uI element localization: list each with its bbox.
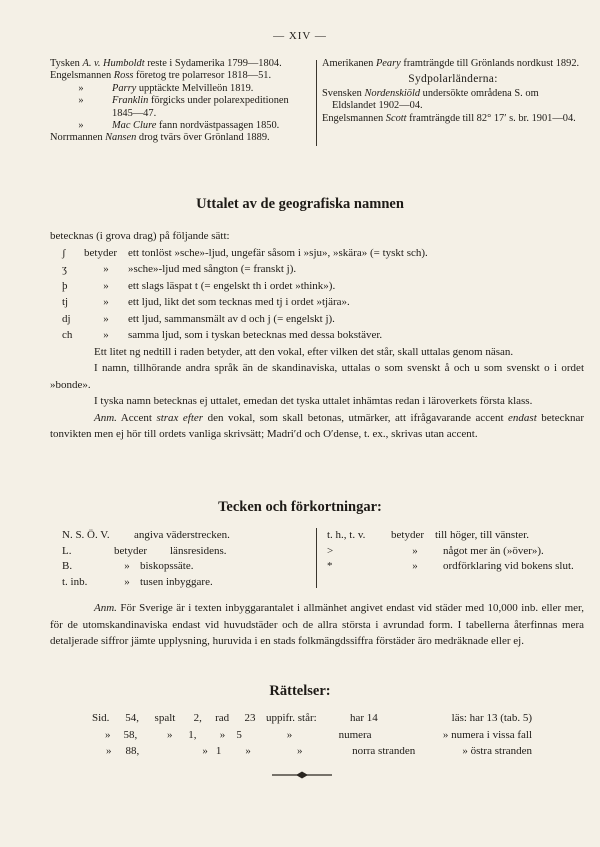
explorers-columns [50,58,584,150]
errata-row: Sid. 54, spalt 2, rad 23 uppifr. står: har 14 läs: har 13 (tab. 5) [92,712,532,724]
explorer-entry: Norrmannen Nansen drog tvärs över Grönland 1889. [50,132,270,144]
explorer-entry: Tysken A. v. Humboldt reste i Sydamerika 1799—1804. [50,58,282,69]
explorers-right-column [322,58,584,125]
abbreviations-table [50,528,584,588]
sydpolar-heading: Sydpolarländerna: [408,73,498,86]
abbreviation-row: N. S. Ö. V. angiva väderstrecken. [62,529,230,541]
vowel-paragraph: I namn, tillhörande andra språk än de skandinaviska, uttalas o som svenskt å och u som svenskt o i ordet »bonde». [50,362,584,391]
german-paragraph: I tyska namn betecknas ej uttalet, emedan det tyska uttalet inhämtas redan i läroverkets första klass. [94,395,533,407]
end-ornament [272,770,332,780]
pronunciation-intro: betecknas (i grova drag) på följande sätt: [50,230,230,242]
errata-row: » 58, » 1, » 5 » numera » numera i vissa fall [104,728,533,741]
symbol: dj [62,312,71,325]
symbol-row: ch » samma ljud, som i tyskan betecknas med dessa bokstäver. [50,327,584,344]
errata-row: » 88, » 1 » » norra stranden » östra stranden [105,745,532,757]
signs-heading: Tecken och förkortningar: [218,499,382,515]
explorer-entry: Engelsmannen Scott framträngde till 82° 17′ s. br. 1901—04. [322,112,576,124]
symbol: ʃ [62,246,66,259]
explorer-entry: » Parry upptäckte Melvilleön 1819. [78,82,254,94]
accent-note: Anm. Accent strax efter den vokal, som skall betonas, utmärker, att ifrågavarande accent endast betecknar tonvikten men ej hör till ordets vanliga skrivsätt; Madri′d och O′dense, t. ex., skrivas utan accent. [50,411,584,440]
errata-heading: Rättelser: [269,683,331,699]
symbol-row: dj » ett ljud, sammansmält av d och j (= engelskt j). [50,311,584,328]
abbreviations-right [327,528,584,575]
symbol: tj [62,296,69,308]
abbreviation-row: * » ordförklaring vid bokens slut. [327,560,574,573]
population-note-section [50,600,584,650]
abbreviation-row: L. betyder länsresidens. [62,544,227,557]
abbreviation-row: > » något mer än (»över»). [327,544,544,557]
explorer-entry: » Franklin förgicks under polarexpeditionen 1845—47. [78,95,289,119]
abbreviation-row: t. h., t. v. betyder till höger, till vänster. [327,529,529,541]
errata-table [92,710,532,760]
symbol-row: ʃ betyder ett tonlöst »sche»-ljud, ungefär såsom i »sju», »skära» (= tyskt sch). [50,245,584,262]
symbol: ʒ [62,263,67,275]
column-divider [316,60,317,146]
pronunciation-section [50,228,584,443]
explorers-left-column [50,58,312,145]
symbol: þ [62,279,68,292]
pronunciation-heading: Uttalet av de geografiska namnen [196,196,404,212]
explorer-entry: Amerikanen Peary framträngde till Grönlands nordkust 1892. [322,58,580,69]
abbreviation-row: B. » biskopssäte. [62,560,194,573]
abbreviation-row: t. inb. » tusen inbyggare. [62,575,213,588]
symbol-row: þ » ett slags läspat t (= engelskt th i ordet »think»). [50,278,584,295]
explorer-entry: » Mac Clure fann nordvästpassagen 1850. [78,120,280,132]
page-number: — XIV — [273,30,327,42]
explorer-entry: Engelsmannen Ross företog tre polarresor 1818—51. [50,70,272,82]
nasal-paragraph: Ett litet ng nedtill i raden betyder, att den vokal, efter vilken det står, skall uttalas genom näsan. [94,345,514,358]
population-note: Anm. För Sverige är i texten inbyggarantalet i allmänhet angivet endast vid städer med 10,000 inb. eller mer, för de utomskandinaviska endast vid huvudstäder och de allra största i avrundad form. I tabellerna återfinnas mera detaljerade siffror jämte upplysning, huruvida i en stads folkmängdssiffra förstäder äro medräknade eller ej. [50,602,584,647]
abbreviations-divider [316,528,317,588]
symbol-row: ʒ » »sche»-ljud med sångton (= franskt j). [50,261,584,278]
explorer-entry: Svensken Nordenskiöld undersökte områdena S. om Eldslandet 1902—04. [322,87,539,112]
abbreviations-left [62,528,312,590]
symbol: ch [62,329,73,341]
symbol-row: tj » ett ljud, likt det som tecknas med tj i ordet »tjära». [50,294,584,311]
